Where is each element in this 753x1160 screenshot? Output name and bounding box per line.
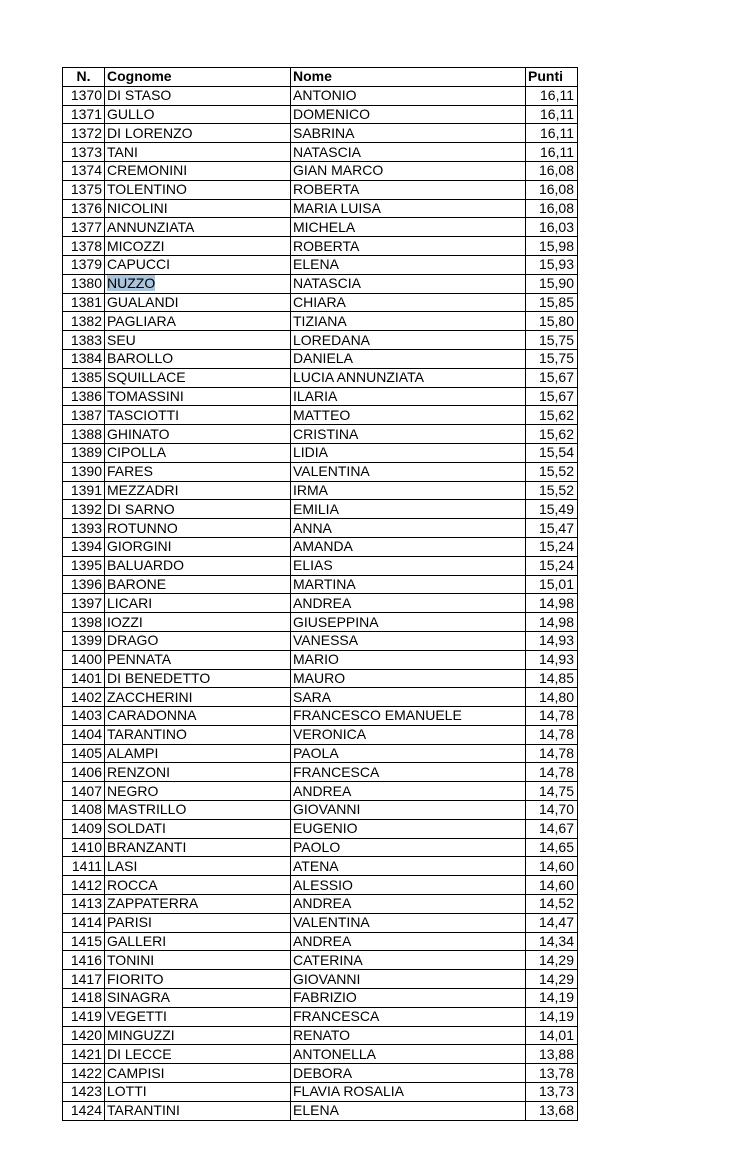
row-nome: DANIELA	[291, 349, 526, 368]
row-cognome: BARONE	[105, 575, 291, 594]
row-cognome: RENZONI	[105, 763, 291, 782]
row-number: 1405	[63, 744, 105, 763]
table-row	[63, 801, 578, 820]
row-nome: PAOLA	[291, 744, 526, 763]
row-nome: AMANDA	[291, 537, 526, 556]
table-row	[63, 331, 578, 350]
row-number: 1413	[63, 895, 105, 914]
row-number: 1414	[63, 913, 105, 932]
row-number: 1412	[63, 876, 105, 895]
row-nome: ELENA	[291, 1101, 526, 1120]
row-nome: ILARIA	[291, 387, 526, 406]
row-number: 1402	[63, 688, 105, 707]
row-nome: ANTONIO	[291, 86, 526, 105]
row-cognome: GHINATO	[105, 425, 291, 444]
row-cognome: CAMPISI	[105, 1064, 291, 1083]
row-cognome: ZACCHERINI	[105, 688, 291, 707]
table-row	[63, 650, 578, 669]
table-row	[63, 143, 578, 162]
row-number: 1396	[63, 575, 105, 594]
table-row	[63, 161, 578, 180]
row-punti: 14,29	[526, 970, 578, 989]
row-number: 1423	[63, 1083, 105, 1102]
row-nome: FRANCESCO EMANUELE	[291, 707, 526, 726]
row-cognome: GALLERI	[105, 932, 291, 951]
row-number: 1421	[63, 1045, 105, 1064]
row-cognome: PARISI	[105, 913, 291, 932]
row-nome: VALENTINA	[291, 913, 526, 932]
row-cognome: MASTRILLO	[105, 801, 291, 820]
row-cognome: MICOZZI	[105, 237, 291, 256]
row-number: 1417	[63, 970, 105, 989]
row-nome: ELENA	[291, 255, 526, 274]
row-cognome: ROTUNNO	[105, 519, 291, 538]
table-row	[63, 989, 578, 1008]
row-punti: 15,85	[526, 293, 578, 312]
row-punti: 15,52	[526, 481, 578, 500]
row-punti: 14,75	[526, 782, 578, 801]
table-row	[63, 255, 578, 274]
header-row	[63, 68, 578, 87]
row-cognome: ANNUNZIATA	[105, 218, 291, 237]
row-number: 1398	[63, 613, 105, 632]
table-row	[63, 876, 578, 895]
row-cognome: TARANTINO	[105, 725, 291, 744]
row-nome: NATASCIA	[291, 274, 526, 293]
row-number: 1404	[63, 725, 105, 744]
row-cognome: BALUARDO	[105, 556, 291, 575]
row-nome: MARTINA	[291, 575, 526, 594]
row-cognome: NEGRO	[105, 782, 291, 801]
row-cognome: FIORITO	[105, 970, 291, 989]
row-nome: GIOVANNI	[291, 970, 526, 989]
row-cognome: DI STASO	[105, 86, 291, 105]
row-nome: MICHELA	[291, 218, 526, 237]
row-cognome: SINAGRA	[105, 989, 291, 1008]
table-row	[63, 763, 578, 782]
row-nome: ANNA	[291, 519, 526, 538]
row-cognome: NICOLINI	[105, 199, 291, 218]
row-nome: MATTEO	[291, 406, 526, 425]
row-cognome: CIPOLLA	[105, 443, 291, 462]
row-cognome: TARANTINI	[105, 1101, 291, 1120]
table-row	[63, 199, 578, 218]
ranking-table	[62, 67, 578, 1121]
header-cognome: Cognome	[105, 68, 291, 87]
row-cognome: TOLENTINO	[105, 180, 291, 199]
row-cognome	[105, 274, 291, 293]
row-nome: CATERINA	[291, 951, 526, 970]
row-punti: 14,80	[526, 688, 578, 707]
table-row	[63, 913, 578, 932]
row-punti: 14,85	[526, 669, 578, 688]
table-row	[63, 725, 578, 744]
row-punti: 15,90	[526, 274, 578, 293]
table-row	[63, 349, 578, 368]
row-number: 1408	[63, 801, 105, 820]
row-punti: 14,93	[526, 631, 578, 650]
row-punti: 15,75	[526, 331, 578, 350]
row-number: 1411	[63, 857, 105, 876]
row-punti: 16,11	[526, 105, 578, 124]
row-nome: CRISTINA	[291, 425, 526, 444]
row-nome: ANDREA	[291, 895, 526, 914]
table-row	[63, 669, 578, 688]
row-cognome: PAGLIARA	[105, 312, 291, 331]
row-cognome: DI SARNO	[105, 500, 291, 519]
row-number: 1374	[63, 161, 105, 180]
row-punti: 15,49	[526, 500, 578, 519]
row-nome: MARIO	[291, 650, 526, 669]
row-nome: MAURO	[291, 669, 526, 688]
row-number: 1400	[63, 650, 105, 669]
row-punti: 16,03	[526, 218, 578, 237]
row-number: 1393	[63, 519, 105, 538]
table-row	[63, 462, 578, 481]
table-row	[63, 312, 578, 331]
row-punti: 14,52	[526, 895, 578, 914]
row-cognome: IOZZI	[105, 613, 291, 632]
row-cognome: DI LECCE	[105, 1045, 291, 1064]
row-number: 1387	[63, 406, 105, 425]
table-row	[63, 1045, 578, 1064]
row-number: 1373	[63, 143, 105, 162]
row-nome: LUCIA ANNUNZIATA	[291, 368, 526, 387]
row-punti: 15,24	[526, 537, 578, 556]
table-row	[63, 707, 578, 726]
row-nome: EMILIA	[291, 500, 526, 519]
row-cognome: DRAGO	[105, 631, 291, 650]
row-punti: 14,19	[526, 1007, 578, 1026]
table-row	[63, 1026, 578, 1045]
row-nome: FRANCESCA	[291, 763, 526, 782]
row-number: 1410	[63, 838, 105, 857]
row-punti: 15,67	[526, 387, 578, 406]
row-nome: ANTONELLA	[291, 1045, 526, 1064]
row-number: 1424	[63, 1101, 105, 1120]
row-punti: 13,88	[526, 1045, 578, 1064]
row-nome: EUGENIO	[291, 819, 526, 838]
row-cognome: CARADONNA	[105, 707, 291, 726]
row-number: 1380	[63, 274, 105, 293]
row-nome: ANDREA	[291, 782, 526, 801]
row-punti: 15,98	[526, 237, 578, 256]
row-punti: 14,34	[526, 932, 578, 951]
row-nome: GIUSEPPINA	[291, 613, 526, 632]
table-row	[63, 575, 578, 594]
table-row	[63, 180, 578, 199]
row-punti: 14,65	[526, 838, 578, 857]
row-number: 1391	[63, 481, 105, 500]
table-row	[63, 895, 578, 914]
row-number: 1403	[63, 707, 105, 726]
table-row	[63, 932, 578, 951]
row-nome: DOMENICO	[291, 105, 526, 124]
row-cognome: SQUILLACE	[105, 368, 291, 387]
row-punti: 15,47	[526, 519, 578, 538]
row-number: 1385	[63, 368, 105, 387]
row-punti: 14,67	[526, 819, 578, 838]
row-number: 1386	[63, 387, 105, 406]
table-row	[63, 274, 578, 293]
row-punti: 15,62	[526, 406, 578, 425]
row-punti: 13,78	[526, 1064, 578, 1083]
row-cognome: LICARI	[105, 594, 291, 613]
table-row	[63, 481, 578, 500]
row-cognome: GIORGINI	[105, 537, 291, 556]
row-number: 1388	[63, 425, 105, 444]
row-nome: IRMA	[291, 481, 526, 500]
table-row	[63, 406, 578, 425]
row-number: 1377	[63, 218, 105, 237]
row-number: 1409	[63, 819, 105, 838]
table-row	[63, 425, 578, 444]
row-number: 1381	[63, 293, 105, 312]
row-cognome: DI LORENZO	[105, 124, 291, 143]
row-number: 1420	[63, 1026, 105, 1045]
row-punti: 16,08	[526, 199, 578, 218]
row-cognome: TOMASSINI	[105, 387, 291, 406]
table-row	[63, 556, 578, 575]
table-row	[63, 124, 578, 143]
row-number: 1371	[63, 105, 105, 124]
table-row	[63, 519, 578, 538]
row-nome: VERONICA	[291, 725, 526, 744]
row-punti: 15,01	[526, 575, 578, 594]
row-nome: SABRINA	[291, 124, 526, 143]
row-cognome: BRANZANTI	[105, 838, 291, 857]
row-cognome: SEU	[105, 331, 291, 350]
row-cognome: TONINI	[105, 951, 291, 970]
table-row	[63, 594, 578, 613]
row-number: 1390	[63, 462, 105, 481]
row-nome: ROBERTA	[291, 180, 526, 199]
row-nome: ANDREA	[291, 594, 526, 613]
row-cognome: CAPUCCI	[105, 255, 291, 274]
row-number: 1375	[63, 180, 105, 199]
row-nome: ROBERTA	[291, 237, 526, 256]
row-nome: ALESSIO	[291, 876, 526, 895]
row-number: 1418	[63, 989, 105, 1008]
row-nome: ELIAS	[291, 556, 526, 575]
row-number: 1378	[63, 237, 105, 256]
row-cognome: MINGUZZI	[105, 1026, 291, 1045]
row-number: 1399	[63, 631, 105, 650]
header-punti: Punti	[526, 68, 578, 87]
row-cognome: ROCCA	[105, 876, 291, 895]
row-punti: 15,67	[526, 368, 578, 387]
table-row	[63, 782, 578, 801]
row-number: 1407	[63, 782, 105, 801]
row-number: 1394	[63, 537, 105, 556]
row-punti: 14,29	[526, 951, 578, 970]
row-number: 1370	[63, 86, 105, 105]
row-cognome: SOLDATI	[105, 819, 291, 838]
highlighted-text: NUZZO	[107, 275, 156, 292]
row-nome: TIZIANA	[291, 312, 526, 331]
row-nome: MARIA LUISA	[291, 199, 526, 218]
row-punti: 14,78	[526, 763, 578, 782]
row-nome: NATASCIA	[291, 143, 526, 162]
table-row	[63, 819, 578, 838]
row-cognome: VEGETTI	[105, 1007, 291, 1026]
row-number: 1422	[63, 1064, 105, 1083]
row-nome: VANESSA	[291, 631, 526, 650]
row-punti: 15,93	[526, 255, 578, 274]
row-punti: 16,08	[526, 161, 578, 180]
row-number: 1379	[63, 255, 105, 274]
row-number: 1415	[63, 932, 105, 951]
row-punti: 15,75	[526, 349, 578, 368]
row-number: 1401	[63, 669, 105, 688]
row-number: 1382	[63, 312, 105, 331]
row-cognome: FARES	[105, 462, 291, 481]
row-nome: CHIARA	[291, 293, 526, 312]
row-punti: 13,73	[526, 1083, 578, 1102]
row-punti: 14,70	[526, 801, 578, 820]
row-nome: DEBORA	[291, 1064, 526, 1083]
row-number: 1395	[63, 556, 105, 575]
row-cognome: TASCIOTTI	[105, 406, 291, 425]
row-punti: 16,11	[526, 143, 578, 162]
row-punti: 14,19	[526, 989, 578, 1008]
row-cognome: DI BENEDETTO	[105, 669, 291, 688]
row-punti: 14,60	[526, 876, 578, 895]
table-row	[63, 86, 578, 105]
table-row	[63, 970, 578, 989]
row-punti: 15,62	[526, 425, 578, 444]
row-punti: 14,78	[526, 725, 578, 744]
row-number: 1406	[63, 763, 105, 782]
row-punti: 14,98	[526, 613, 578, 632]
row-nome: SARA	[291, 688, 526, 707]
row-cognome: MEZZADRI	[105, 481, 291, 500]
row-number: 1389	[63, 443, 105, 462]
table-row	[63, 237, 578, 256]
row-punti: 16,08	[526, 180, 578, 199]
table-row	[63, 293, 578, 312]
row-number: 1372	[63, 124, 105, 143]
table-row	[63, 387, 578, 406]
table-row	[63, 838, 578, 857]
row-cognome: BAROLLO	[105, 349, 291, 368]
row-nome: ATENA	[291, 857, 526, 876]
row-punti: 14,93	[526, 650, 578, 669]
table-row	[63, 613, 578, 632]
table-row	[63, 744, 578, 763]
table-row	[63, 368, 578, 387]
row-punti: 15,80	[526, 312, 578, 331]
row-number: 1397	[63, 594, 105, 613]
row-number: 1416	[63, 951, 105, 970]
table-row	[63, 218, 578, 237]
row-number: 1384	[63, 349, 105, 368]
row-nome: GIOVANNI	[291, 801, 526, 820]
row-cognome: LASI	[105, 857, 291, 876]
table-row	[63, 105, 578, 124]
table-row	[63, 631, 578, 650]
row-number: 1383	[63, 331, 105, 350]
row-punti: 15,24	[526, 556, 578, 575]
table-row	[63, 688, 578, 707]
row-punti: 14,98	[526, 594, 578, 613]
table-row	[63, 500, 578, 519]
row-nome: ANDREA	[291, 932, 526, 951]
row-nome: LIDIA	[291, 443, 526, 462]
row-nome: VALENTINA	[291, 462, 526, 481]
row-punti: 14,60	[526, 857, 578, 876]
table-row	[63, 1007, 578, 1026]
row-cognome: CREMONINI	[105, 161, 291, 180]
row-cognome: ALAMPI	[105, 744, 291, 763]
row-nome: FLAVIA ROSALIA	[291, 1083, 526, 1102]
table-row	[63, 1083, 578, 1102]
row-punti: 14,78	[526, 707, 578, 726]
table-row	[63, 951, 578, 970]
row-punti: 14,47	[526, 913, 578, 932]
table-row	[63, 857, 578, 876]
table-row	[63, 537, 578, 556]
row-punti: 14,78	[526, 744, 578, 763]
row-punti: 13,68	[526, 1101, 578, 1120]
row-nome: GIAN MARCO	[291, 161, 526, 180]
row-number: 1376	[63, 199, 105, 218]
row-punti: 14,01	[526, 1026, 578, 1045]
row-cognome: ZAPPATERRA	[105, 895, 291, 914]
header-nome: Nome	[291, 68, 526, 87]
row-nome: PAOLO	[291, 838, 526, 857]
table-row	[63, 1064, 578, 1083]
row-cognome: GUALANDI	[105, 293, 291, 312]
row-cognome: TANI	[105, 143, 291, 162]
row-nome: LOREDANA	[291, 331, 526, 350]
row-nome: FRANCESCA	[291, 1007, 526, 1026]
row-punti: 16,11	[526, 86, 578, 105]
row-nome: FABRIZIO	[291, 989, 526, 1008]
row-cognome: GULLO	[105, 105, 291, 124]
header-n: N.	[63, 68, 105, 87]
row-number: 1419	[63, 1007, 105, 1026]
row-punti: 16,11	[526, 124, 578, 143]
row-punti: 15,52	[526, 462, 578, 481]
row-cognome: PENNATA	[105, 650, 291, 669]
row-cognome: LOTTI	[105, 1083, 291, 1102]
table-row	[63, 443, 578, 462]
row-punti: 15,54	[526, 443, 578, 462]
row-number: 1392	[63, 500, 105, 519]
row-nome: RENATO	[291, 1026, 526, 1045]
table-row	[63, 1101, 578, 1120]
table-body	[63, 86, 578, 1120]
